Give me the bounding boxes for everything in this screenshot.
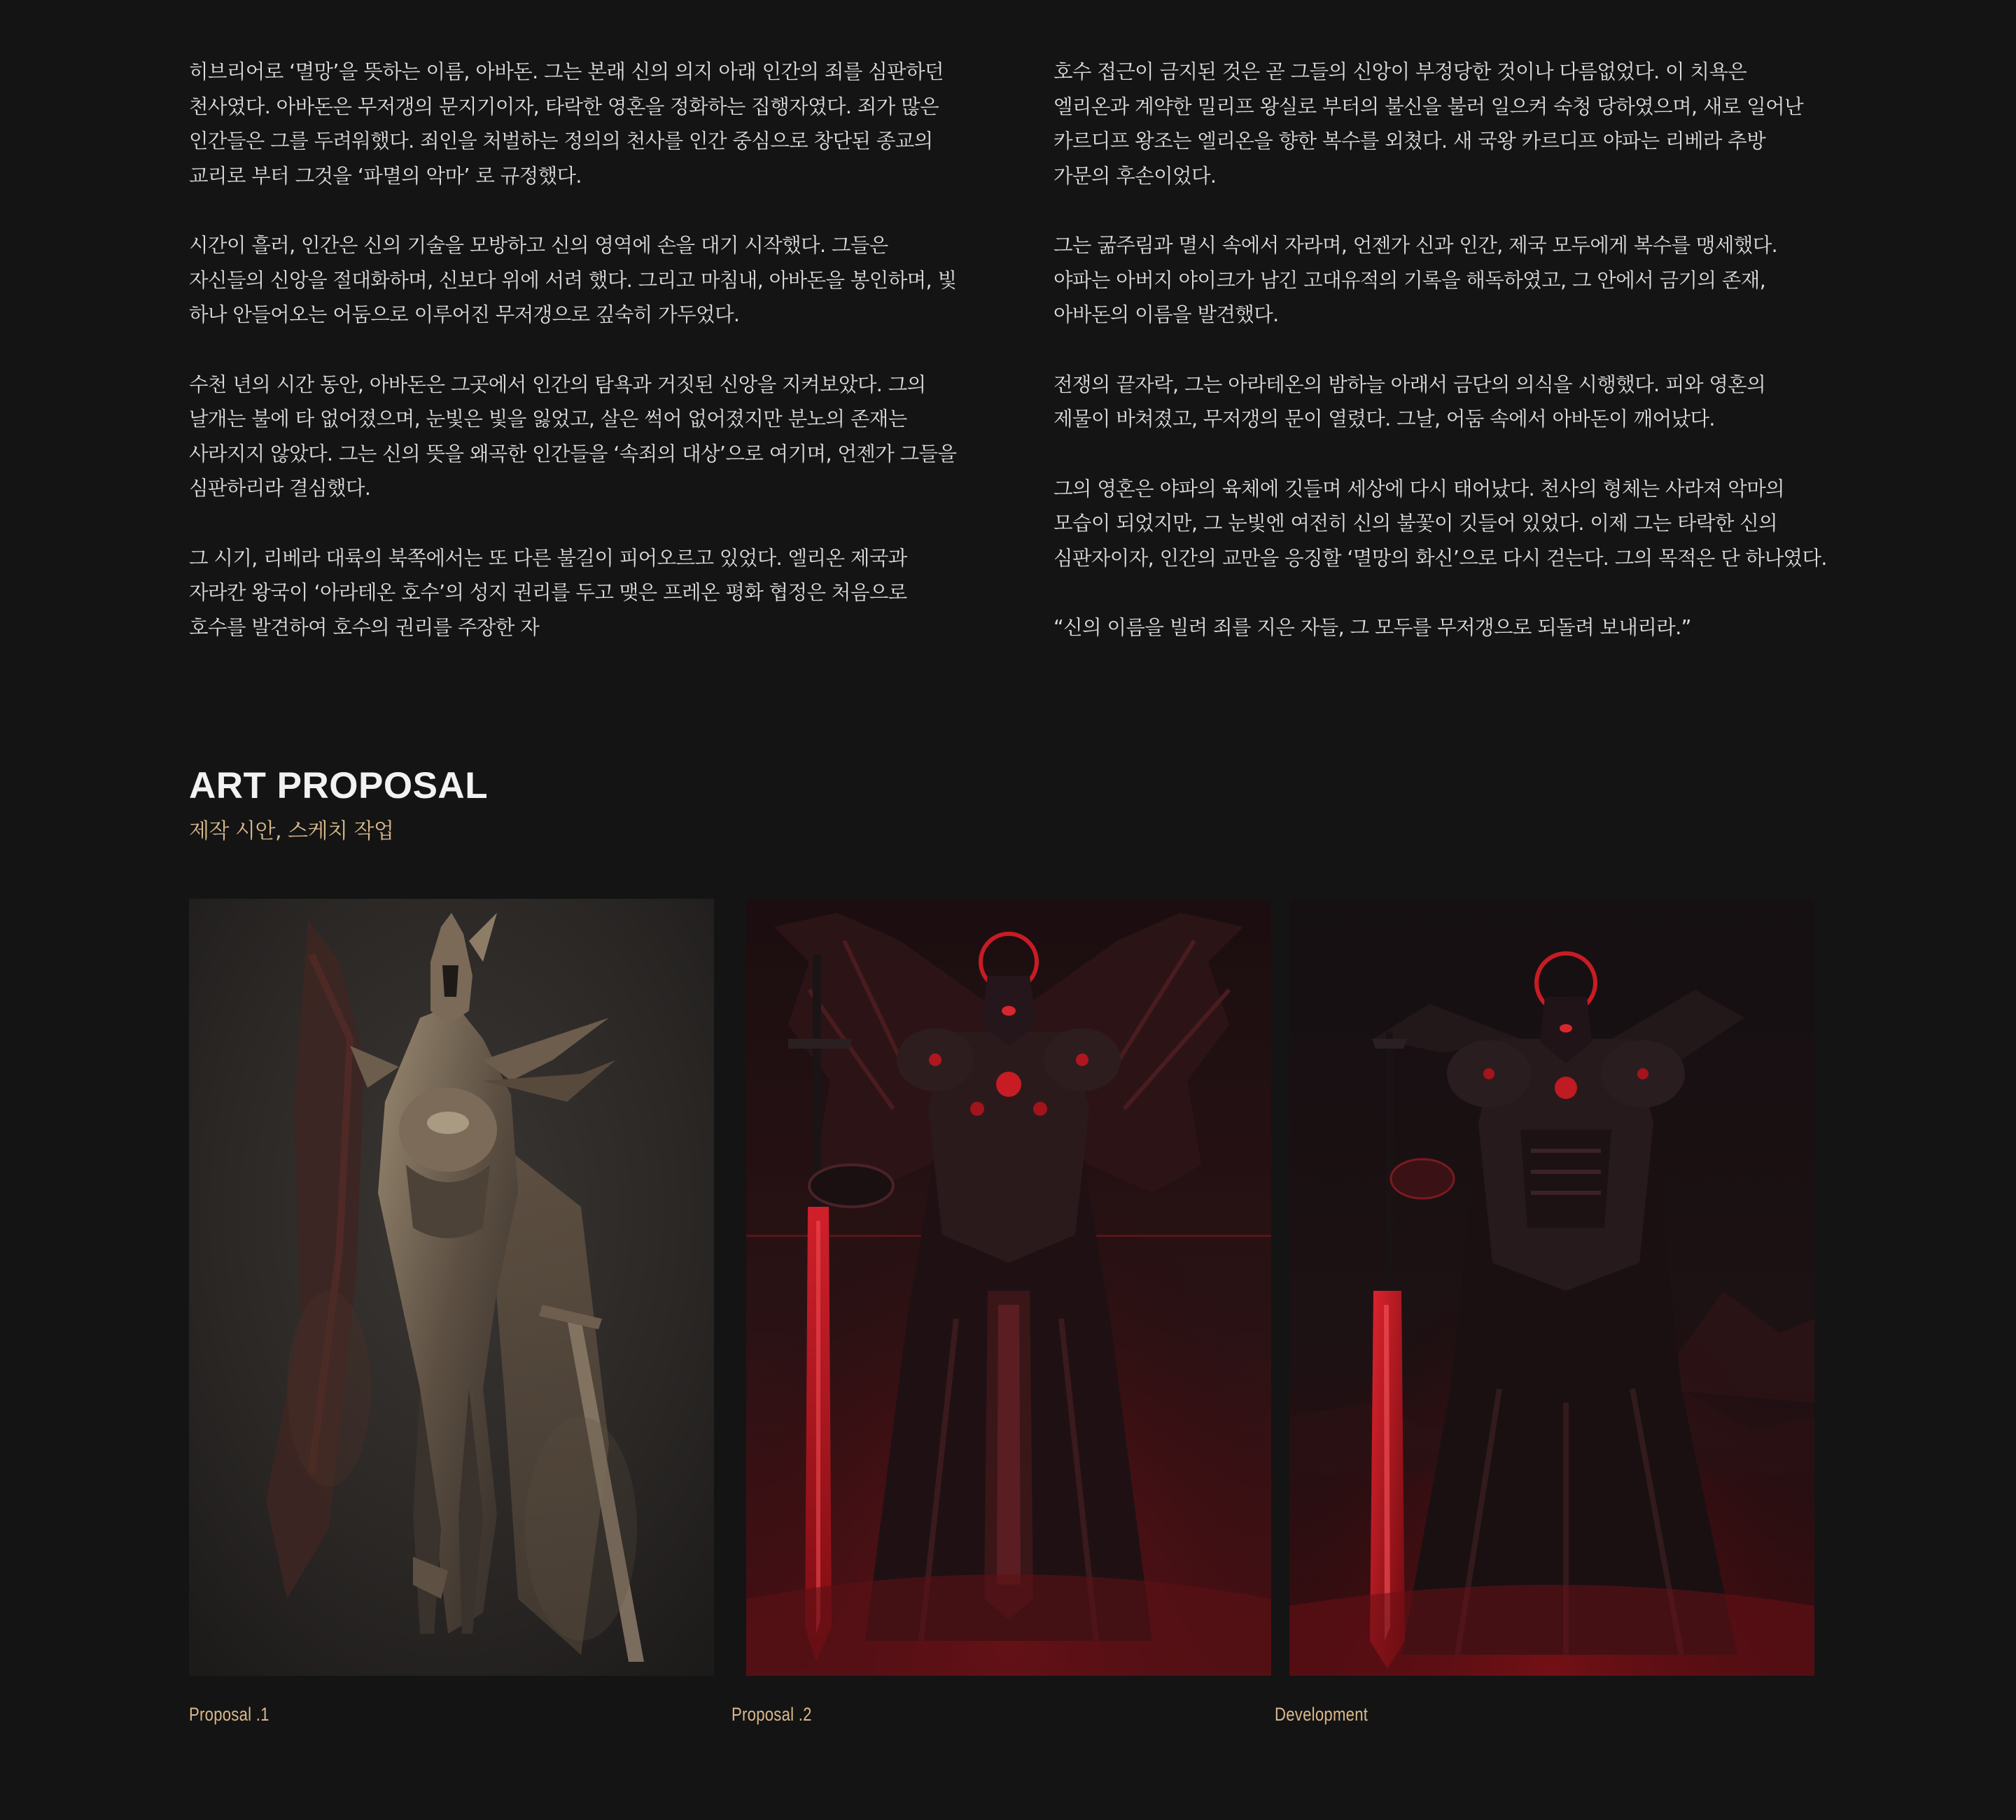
art-proposal-header xyxy=(189,763,488,844)
art-gallery xyxy=(189,899,1814,1676)
crimson-winged-demon-knight xyxy=(746,899,1271,1676)
story-paragraph: 시간이 흘러, 인간은 신의 기술을 모방하고 신의 영역에 손을 대기 시작했다. 그들은 자신들의 신앙을 절대화하며, 신보다 위에 서려 했다. 그리고 마침내, 아바돈을 봉인하며, 빛 하나 안들어오는 어둠으로 이루어진 무저갱으로 깊숙히 가두었다. xyxy=(189,234,957,326)
story-section xyxy=(189,55,1827,680)
section-subtitle: 제작 시안, 스케치 작업 xyxy=(189,819,394,844)
development-caption: Development xyxy=(1275,1704,1368,1725)
story-paragraph: 호수 접근이 금지된 것은 곧 그들의 신앙이 부정당한 것이나 다름없었다. 이 치욕은 엘리온과 계약한 밀리프 왕실로 부터의 불신을 불러 일으켜 숙청 당하였으며, 새로 일어난 카르디프 왕조는 엘리온을 향한 복수를 외쳤다. 새 국왕 카르디프 야파는 리베라 추방 가문의 후손이었다. xyxy=(1054,60,1804,188)
proposal-2-image[interactable] xyxy=(746,899,1271,1676)
story-quote: “신의 이름을 빌려 죄를 지은 자들, 그 모두를 무저갱으로 되돌려 보내리라.” xyxy=(1054,616,1691,639)
bone-armored-knight-sketch xyxy=(189,899,714,1676)
story-paragraph: 그는 굶주림과 멸시 속에서 자라며, 언젠가 신과 인간, 제국 모두에게 복수를 맹세했다. 야파는 아버지 야이크가 남긴 고대유적의 기록을 해독하였고, 그 안에서 금기의 존재, 아바돈의 이름을 발견했다. xyxy=(1054,234,1778,326)
proposal-1-image[interactable] xyxy=(189,899,714,1676)
story-paragraph: 그 시기, 리베라 대륙의 북쪽에서는 또 다른 불길이 피어오르고 있었다. 엘리온 제국과 자라칸 왕국이 ‘아라테온 호수’의 성지 권리를 두고 맺은 프레온 평화 협정은 처음으로 호수를 발견하여 호수의 권리를 주장한 자 xyxy=(189,546,907,639)
proposal-2-caption: Proposal .2 xyxy=(732,1704,812,1725)
story-paragraph: 히브리어로 ‘멸망’을 뜻하는 이름, 아바돈. 그는 본래 신의 의지 아래 인간의 죄를 심판하던 천사였다. 아바돈은 무저갱의 문지기이자, 타락한 영혼을 정화하는 집행자였다. 죄가 많은 인간들은 그를 두려워했다. 죄인을 처벌하는 정의의 천사를 인간 중심으로 창단된 종교의 교리로 부터 그것을 ‘파멸의 악마’ 로 규정했다. xyxy=(189,60,944,188)
story-left-column xyxy=(189,55,962,680)
story-paragraph: 전쟁의 끝자락, 그는 아라테온의 밤하늘 아래서 금단의 의식을 시행했다. 피와 영혼의 제물이 바쳐졌고, 무저갱의 문이 열렸다. 그날, 어둠 속에서 아바돈이 깨어났다. xyxy=(1054,372,1766,430)
story-right-column xyxy=(1054,55,1827,680)
story-paragraph: 수천 년의 시간 동안, 아바돈은 그곳에서 인간의 탐욕과 거짓된 신앙을 지켜보았다. 그의 날개는 불에 타 없어졌으며, 눈빛은 빛을 잃었고, 살은 썩어 없어졌지만 분노의 존재는 사라지지 않았다. 그는 신의 뜻을 왜곡한 인간들을 ‘속죄의 대상’으로 여기며, 언젠가 그들을 심판하리라 결심했다. xyxy=(189,372,957,500)
story-paragraph: 그의 영혼은 야파의 육체에 깃들며 세상에 다시 태어났다. 천사의 형체는 사라져 악마의 모습이 되었지만, 그 눈빛엔 여전히 신의 불꽃이 깃들어 있었다. 이제 그는 타락한 신의 심판자이자, 인간의 교만을 응징할 ‘멸망의 화신’으로 다시 걷는다. 그의 목적은 단 하나였다. xyxy=(1054,477,1827,570)
development-image[interactable] xyxy=(1289,899,1814,1676)
section-title: ART PROPOSAL xyxy=(189,765,489,806)
proposal-1-caption: Proposal .1 xyxy=(189,1704,270,1725)
dark-haloed-knight-with-red-sword xyxy=(1289,899,1814,1676)
